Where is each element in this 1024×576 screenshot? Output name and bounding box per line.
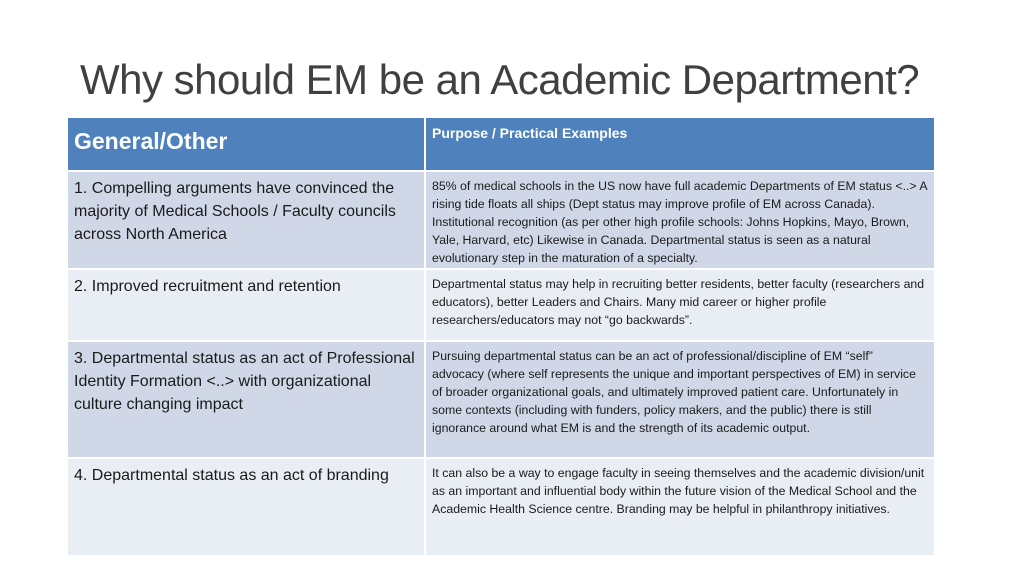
table-row <box>67 458 935 556</box>
table-row <box>67 269 935 341</box>
table-row <box>67 341 935 458</box>
row-2-reason: 2. Improved recruitment and retention <box>67 269 425 341</box>
row-3-examples: Pursuing departmental status can be an act of professional/discipline of EM “self” advocacy (where self represents the unique and important perspectives of EM) in service of broader organizational goals, and ultimately improved patient care. Unfortunately in some contexts (including with funders, policy makers, and the public) there is still ignorance around what EM is and the strength of its academic output. <box>425 341 935 458</box>
comparison-table <box>66 116 936 557</box>
row-1-examples: 85% of medical schools in the US now have full academic Departments of EM status <..> A rising tide floats all ships (Dept status may improve profile of EM across Canada). Institutional recognition (as per other high profile schools: Johns Hopkins, Mayo, Brown, Yale, Harvard, etc) Likewise in Canada. Departmental status is seen as a natural evolutionary step in the maturation of a specialty. <box>425 171 935 269</box>
table-row <box>67 171 935 269</box>
row-4-reason: 4. Departmental status as an act of branding <box>67 458 425 556</box>
header-general-other: General/Other <box>67 117 425 171</box>
row-3-reason: 3. Departmental status as an act of Professional Identity Formation <..> with organizational culture changing impact <box>67 341 425 458</box>
table-header-row <box>67 117 935 171</box>
row-2-examples: Departmental status may help in recruiting better residents, better faculty (researchers and educators), better Leaders and Chairs. Many mid career or higher profile researchers/educators may not “go backwards”. <box>425 269 935 341</box>
header-purpose-examples: Purpose / Practical Examples <box>425 117 935 171</box>
row-4-examples: It can also be a way to engage faculty in seeing themselves and the academic division/unit as an important and influential body within the future vision of the Medical School and the Academic Health Science centre. Branding may be helpful in philanthropy initiatives. <box>425 458 935 556</box>
row-1-reason: 1. Compelling arguments have convinced the majority of Medical Schools / Faculty councils across North America <box>67 171 425 269</box>
slide-title: Why should EM be an Academic Department? <box>80 56 920 103</box>
